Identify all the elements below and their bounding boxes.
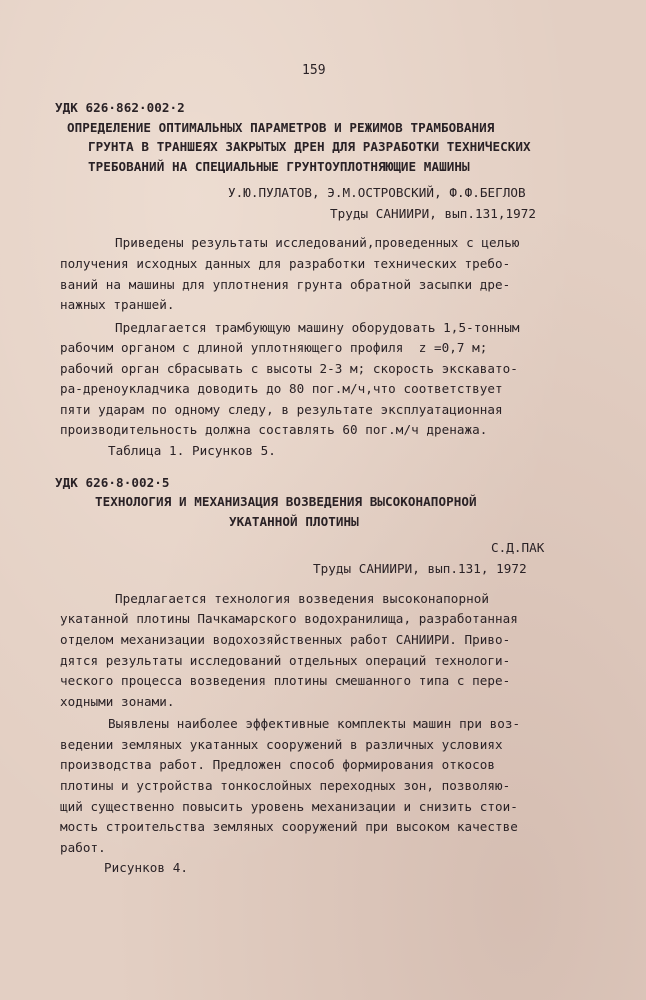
- article2-body-line: плотины и устройства тонкослойных переходных зон, позволяю-: [60, 778, 511, 793]
- article2-title-line-2: УКАТАННОЙ ПЛОТИНЫ: [229, 514, 359, 529]
- article1-body-line: ра-дреноукладчика доводить до 80 пог.м/ч,что соответствует: [60, 381, 503, 396]
- article1-body-line: ваний на машины для уплотнения грунта обратной засыпки дре-: [60, 277, 511, 292]
- article2-title-line-1: ТЕХНОЛОГИЯ И МЕХАНИЗАЦИЯ ВОЗВЕДЕНИЯ ВЫСОКОНАПОРНОЙ: [95, 494, 477, 509]
- article2-body-line: щий существенно повысить уровень механизации и снизить стои-: [60, 799, 518, 814]
- article1-authors: У.Ю.ПУЛАТОВ, Э.М.ОСТРОВСКИЙ, Ф.Ф.БЕГЛОВ: [228, 185, 526, 200]
- article2-body-line: укатанной плотины Пачкамарского водохранилища, разработанная: [60, 611, 518, 626]
- article1-body-line: рабочим органом с длиной уплотняющего профиля z =0,7 м;: [60, 340, 488, 355]
- article2-authors: С.Д.ПАК: [491, 540, 545, 555]
- article2-body-line: Выявлены наиболее эффективные комплекты машин при воз-: [108, 716, 521, 731]
- article2-body-line: Предлагается технология возведения высоконапорной: [115, 591, 489, 606]
- article2-body-line: дятся результаты исследований отдельных операций технологи-: [60, 653, 511, 668]
- article1-body-line: получения исходных данных для разработки технических требо-: [60, 256, 511, 271]
- article2-body-line: ходными зонами.: [60, 694, 175, 709]
- article1-title-line-2: ГРУНТА В ТРАНШЕЯХ ЗАКРЫТЫХ ДРЕН ДЛЯ РАЗРАБОТКИ ТЕХНИЧЕСКИХ: [88, 139, 531, 154]
- article2-body-line: производства работ. Предложен способ формирования откосов: [60, 757, 496, 772]
- article1-body-line: пяти ударам по одному следу, в результате эксплуатационная: [60, 402, 503, 417]
- article1-body-line: Таблица 1. Рисунков 5.: [108, 443, 276, 458]
- article1-body-line: производительность должна составлять 60 пог.м/ч дренажа.: [60, 422, 488, 437]
- udk-code-2: УДК 626·8·002·5: [55, 475, 170, 490]
- article1-source: Труды САНИИРИ, вып.131,1972: [330, 206, 537, 221]
- article2-body-line: Рисунков 4.: [104, 860, 188, 875]
- page-number: 159: [302, 63, 326, 78]
- article2-body-line: ведении земляных укатанных сооружений в различных условиях: [60, 737, 503, 752]
- article1-body-line: Приведены результаты исследований,проведенных с целью: [115, 235, 520, 250]
- article1-body-line: Предлагается трамбующую машину оборудовать 1,5-тонным: [115, 320, 520, 335]
- article2-body-line: ческого процесса возведения плотины смешанного типа с пере-: [60, 673, 511, 688]
- article2-body-line: работ.: [60, 840, 106, 855]
- article2-body-line: мость строительства земляных сооружений при высоком качестве: [60, 819, 518, 834]
- article1-body-line: нажных траншей.: [60, 297, 175, 312]
- article1-body-line: рабочий орган сбрасывать с высоты 2-3 м; скорость экскавато-: [60, 361, 518, 376]
- udk-code-1: УДК 626·862·002·2: [55, 100, 185, 115]
- article2-source: Труды САНИИРИ, вып.131, 1972: [313, 561, 527, 576]
- article1-title-line-3: ТРЕБОВАНИЙ НА СПЕЦИАЛЬНЫЕ ГРУНТОУПЛОТНЯЮЩИЕ МАШИНЫ: [88, 159, 470, 174]
- article2-body-line: отделом механизации водохозяйственных работ САНИИРИ. Приво-: [60, 632, 511, 647]
- article1-title-line-1: ОПРЕДЕЛЕНИЕ ОПТИМАЛЬНЫХ ПАРАМЕТРОВ И РЕЖИМОВ ТРАМБОВАНИЯ: [67, 120, 495, 135]
